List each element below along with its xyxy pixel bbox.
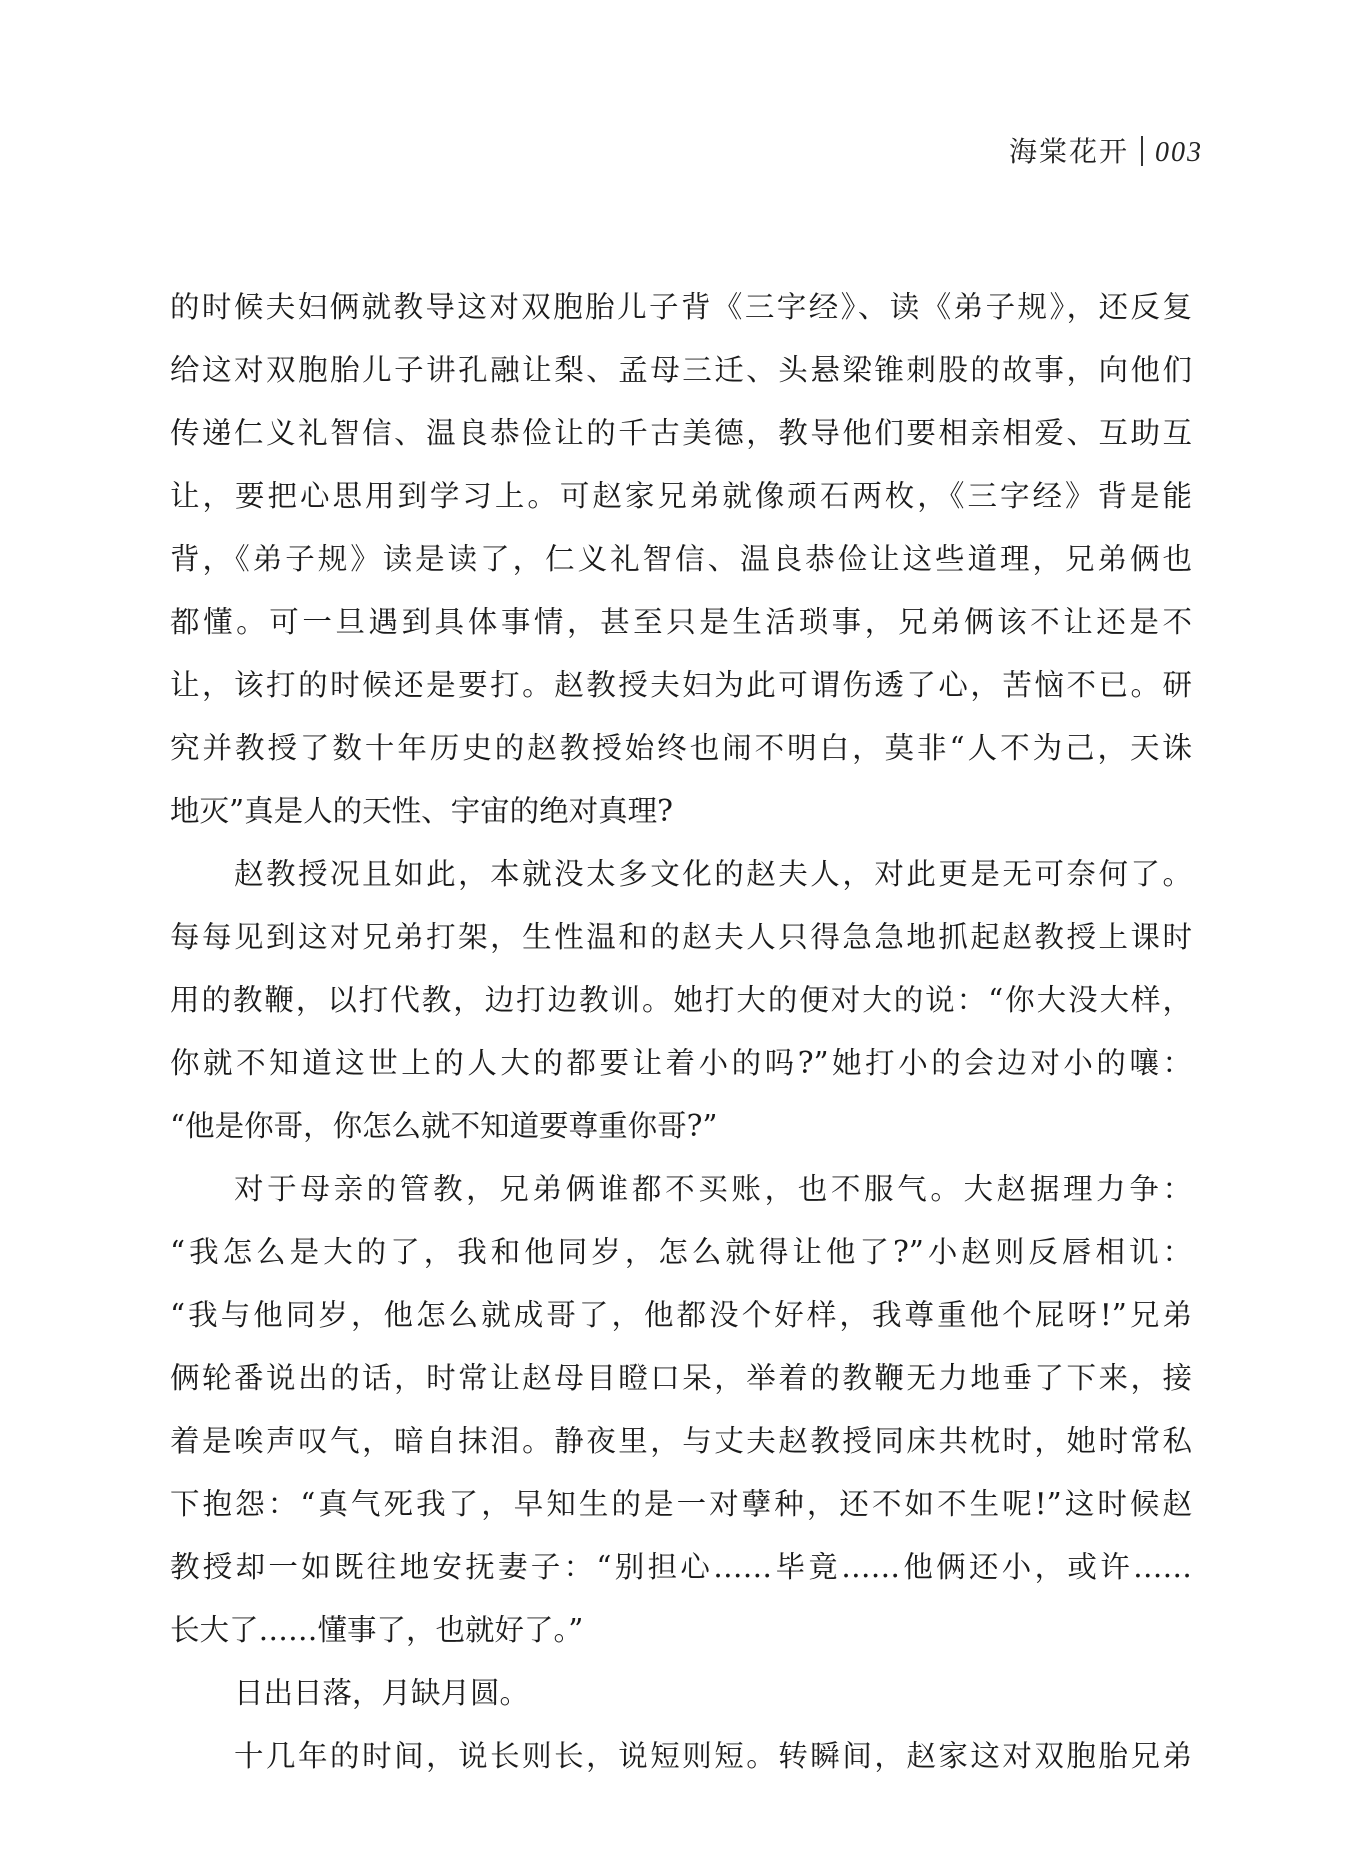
text-line: 背，《弟子规》读是读了，仁义礼智信、温良恭俭让这些道理，兄弟俩也 bbox=[170, 542, 1192, 576]
text-line: 给这对双胞胎儿子讲孔融让梨、孟母三迁、头悬梁锥刺股的故事，向他们 bbox=[170, 353, 1192, 387]
running-header bbox=[1009, 130, 1203, 170]
header-separator bbox=[1141, 136, 1143, 166]
text-line: 下抱怨：“真气死我了，早知生的是一对孽种，还不如不生呢!”这时候赵 bbox=[170, 1487, 1192, 1521]
text-line: 地灭”真是人的天性、宇宙的绝对真理? bbox=[170, 794, 673, 828]
text-line: 传递仁义礼智信、温良恭俭让的千古美德，教导他们要相亲相爱、互助互 bbox=[170, 416, 1192, 450]
text-line: 每每见到这对兄弟打架，生性温和的赵夫人只得急急地抓起赵教授上课时 bbox=[170, 920, 1192, 954]
text-line: 让，该打的时候还是要打。赵教授夫妇为此可谓伤透了心，苦恼不已。研 bbox=[170, 668, 1192, 702]
text-line: “他是你哥，你怎么就不知道要尊重你哥?” bbox=[170, 1109, 718, 1143]
text-line: 用的教鞭，以打代教，边打边教训。她打大的便对大的说：“你大没大样， bbox=[170, 983, 1192, 1017]
text-line: 对于母亲的管教，兄弟俩谁都不买账，也不服气。大赵据理力争： bbox=[234, 1172, 1192, 1206]
text-line: 究并教授了数十年历史的赵教授始终也闹不明白，莫非“人不为己，天诛 bbox=[170, 731, 1192, 765]
text-line: 长大了……懂事了，也就好了。” bbox=[170, 1613, 584, 1647]
text-line: 日出日落，月缺月圆。 bbox=[234, 1676, 530, 1710]
text-line: 十几年的时间，说长则长，说短则短。转瞬间，赵家这对双胞胎兄弟 bbox=[234, 1739, 1192, 1773]
page-number: 003 bbox=[1155, 137, 1203, 168]
text-line: 着是唉声叹气，暗自抹泪。静夜里，与丈夫赵教授同床共枕时，她时常私 bbox=[170, 1424, 1192, 1458]
text-line: “我与他同岁，他怎么就成哥了，他都没个好样，我尊重他个屁呀!”兄弟 bbox=[170, 1298, 1192, 1332]
text-line: 都懂。可一旦遇到具体事情，甚至只是生活琐事，兄弟俩该不让还是不 bbox=[170, 605, 1192, 639]
text-line: “我怎么是大的了，我和他同岁，怎么就得让他了?”小赵则反唇相讥： bbox=[170, 1235, 1192, 1269]
running-title: 海棠花开 bbox=[1008, 135, 1129, 168]
text-line: 俩轮番说出的话，时常让赵母目瞪口呆，举着的教鞭无力地垂了下来，接 bbox=[170, 1361, 1192, 1395]
text-line: 赵教授况且如此，本就没太多文化的赵夫人，对此更是无可奈何了。 bbox=[234, 857, 1192, 891]
text-line: 教授却一如既往地安抚妻子：“别担心……毕竟……他俩还小，或许…… bbox=[170, 1550, 1192, 1584]
body-text bbox=[170, 276, 1192, 1788]
text-line: 的时候夫妇俩就教导这对双胞胎儿子背《三字经》、读《弟子规》，还反复 bbox=[170, 290, 1192, 324]
text-line: 让，要把心思用到学习上。可赵家兄弟就像顽石两枚，《三字经》背是能 bbox=[170, 479, 1192, 513]
text-line: 你就不知道这世上的人大的都要让着小的吗?”她打小的会边对小的嚷： bbox=[170, 1046, 1192, 1080]
